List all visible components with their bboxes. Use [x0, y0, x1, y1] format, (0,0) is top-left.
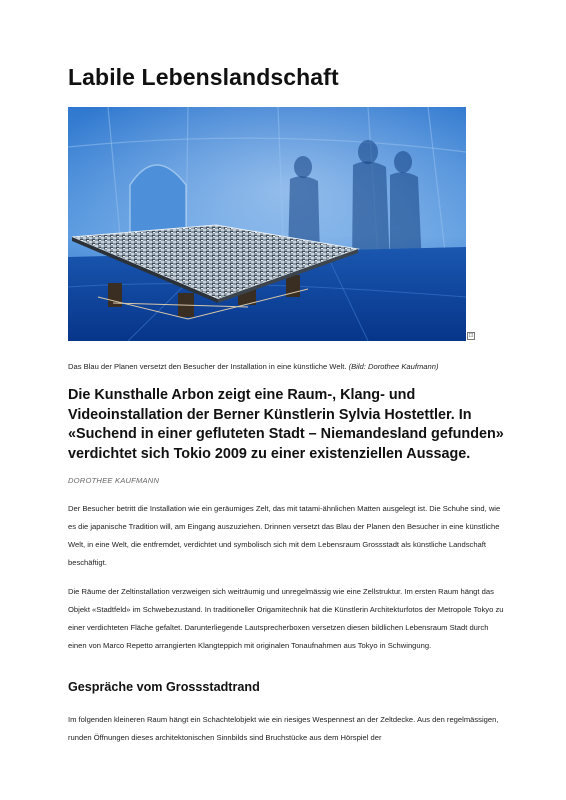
body-paragraph: Die Räume der Zeltinstallation verzweigen sich weiträumig und unregelmässig wie eine Zellstruktur. Im ersten Raum hängt das Objekt «Stadtfeld» im Schwebezustand. In traditioneller Origamitechnik hat die Künstlerin Architekturfotos der Metropole Tokyo zu einer verdichteten Fläche gefaltet. Darunterliegende Lautsprecherboxen versetzen diesen bildlichen Lebensraum Stadt durch einen von Marco Repetto arrangierten Klangteppich mit originalen Tonaufnahmen aus Tokyo in Schwingung.	[68, 587, 504, 650]
article-lead: Die Kunsthalle Arbon zeigt eine Raum-, Klang- und Videoinstallation der Berner Künstlerin Sylvia Hostettler. In «Suchend in einer gefluteten Stadt – Niemandesland gefunden» verdichtet sich Tokio 2009 zu einer existenziellen Aussage.	[68, 387, 504, 462]
body-paragraph: Im folgenden kleineren Raum hängt ein Schachtelobjekt wie ein riesiges Wespennest an der Zeltdecke. Aus den regelmässigen, runden Öffnungen dieses architektonischen Sinnbilds sind Bruchstücke aus dem Hörspiel der	[68, 715, 499, 742]
image-caption	[68, 362, 438, 371]
body-paragraph: Der Besucher betritt die Installation wie ein geräumiges Zelt, das mit tatami-ähnlichen Matten ausgelegt ist. Die Schuhe sind, wie es die japanische Tradition will, am Eingang auszuziehen. Drinnen versetzt das Blau der Planen den Besucher in eine künstliche Welt, in eine Welt, die entfremdet, verdichtet und symbolisch sich mit dem Lebensraum Grossstadt als künstliche Landschaft beschäftigt.	[68, 504, 501, 567]
enlarge-icon[interactable]: ⊡	[468, 333, 474, 339]
section-heading: Gespräche vom Grossstadtrand	[68, 680, 260, 694]
caption-credit: (Bild: Dorothee Kaufmann)	[348, 362, 439, 371]
author-byline: DOROTHEE KAUFMANN	[68, 476, 160, 485]
article-title: Labile Lebenslandschaft	[68, 64, 339, 90]
installation-photo	[68, 107, 466, 341]
caption-text: Das Blau der Planen versetzt den Besucher der Installation in eine künstliche Welt.	[68, 362, 347, 371]
